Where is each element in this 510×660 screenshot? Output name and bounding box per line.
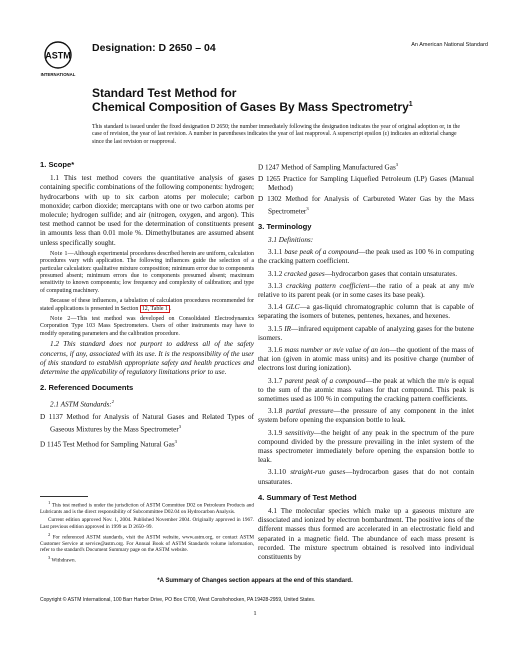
- designation: Designation: D 2650 – 04: [92, 42, 216, 54]
- footnote-1: $^1$ This test method is under the jurisdiction of ASTM Committee D02 on Petroleum Products and Lubricants and is the direct responsibility of Subcommittee D02.04 on Hydrocarbon Analysis.: [40, 500, 254, 516]
- scope-1-2: 1.2 This standard does not purport to address all of the safety concerns, if any, associated with its use. It is the responsibility of the user of this standard to establish appropriate safety and health practices and determine the applicability of regulatory limitations prior to use.: [40, 340, 254, 376]
- definitions-label: 3.1 Definitions:: [268, 236, 314, 244]
- term-3-1-5: 3.1.5 IR—infrared equipment capable of analyzing gases for the butene isomers.: [258, 324, 474, 342]
- term-3-1-10: 3.1.10 straight-run gases—hydrocarbon gases that do not contain unsaturates.: [258, 468, 475, 486]
- term-3-1-4: 3.1.4 GLC—a gas-liquid chromatographic column that is capable of separating the isomers of butenes, pentenes, hexanes, and hexenes.: [258, 303, 474, 321]
- referenced-docs-heading: 2. Referenced Documents: [40, 383, 134, 393]
- term-3-1-2: 3.1.2 cracked gases—hydrocarbon gases that contain unsaturates.: [268, 269, 458, 278]
- left-column: [40, 160, 254, 451]
- footnote-2: $^2$ For referenced ASTM standards, visit the ASTM website, www.astm.org, or contact ASTM Customer Service at service@astm.org. For Annual Book of ASTM Standards volume information, refer to the standard's Document Summary page on the ASTM website.: [40, 531, 255, 554]
- scope-heading: 1. Scope*: [40, 160, 75, 169]
- summary-of-changes-note: *A Summary of Changes section appears at the end of this standard.: [157, 578, 353, 584]
- copyright-line: Copyright © ASTM International, 100 Barr Harbor Drive, PO Box C700, West Conshohocken, PA 19428-2959, United States.: [40, 597, 316, 603]
- ref-d1247: D 1247 Method of Sampling Manufactured Gas$^3$: [258, 162, 399, 172]
- astm-logo: [40, 38, 84, 78]
- title-line-2: Chemical Composition of Gases By Mass Spectrometry$^1$: [92, 100, 413, 114]
- page-number: 1: [253, 610, 257, 617]
- publisher-line: An American National Standard: [411, 42, 488, 48]
- terminology-heading: 3. Terminology: [258, 221, 312, 231]
- footnote-3: $^3$ Withdrawn.: [48, 555, 76, 565]
- ref-d1265: D 1265 Practice for Sampling Liquefied Petroleum (LP) Gases (Manual Method): [258, 174, 474, 192]
- note-1-continued: Because of these influences, a tabulation of calculation procedures recommended for stated applications is presented in Section 12, Table 1 .: [40, 298, 254, 312]
- term-3-1-6: 3.1.6 mass number or m/e value of an ion—the quotient of the mass of that ion (given in atomic mass units) and its positive charge (number of electrons lost during ionization).: [258, 346, 474, 373]
- table-1-link[interactable]: 12, Table 1: [141, 305, 168, 312]
- footnote-rule: [40, 496, 88, 497]
- summary-4-1: 4.1 The molecular species which make up a gaseous mixture are dissociated and ionized by electron bombardment. The positive ions of the different masses thus formed are accelerated in an electrostatic field and separated in a magnetic field. The abundance of each mass present is recorded. The mixture spectrum obtained is resolved into individual constituents by: [258, 507, 474, 562]
- svg-text:ASTM: ASTM: [45, 50, 71, 61]
- issuance-note: This standard is issued under the fixed designation D 2650; the number immediately following the designation indicates the year of original adoption or, in the case of revision, the year of last revision. A number in parentheses indicates the year of last reapproval. A superscript epsilon (ε) indicates an editorial change since the last revision or reapproval.: [92, 124, 460, 145]
- note-1: Note 1—Although experimental procedures described herein are uniform, calculation procedures vary with application. The following influences guide the selection of a particular calculation: qualitative mixture composition; minimum error due to components presumed absent; minimum errors due to components presumed absent; maximum sensitivity to known components; low frequency and complexity of calibration; and type of computing machinery.: [40, 250, 255, 294]
- term-3-1-7: 3.1.7 parent peak of a compound—the peak at which the m/e is equal to the sum of the atomic mass values for that compound. This peak is sometimes used as 100 % in computing the cracking pattern coefficients.: [258, 376, 475, 404]
- right-column: [258, 160, 474, 565]
- term-3-1-1: 3.1.1 base peak of a compound—the peak used as 100 % in computing the cracking pattern coefficient.: [258, 248, 474, 266]
- term-3-1-8: 3.1.8 partial pressure—the pressure of any component in the inlet system before opening the expansion bottle to leak.: [258, 407, 474, 425]
- ref-d1302: D 1302 Method for Analysis of Carbureted Water Gas by the Mass Spectrometer$^3$: [258, 195, 474, 216]
- term-3-1-3: 3.1.3 cracking pattern coefficient—the ratio of a peak at any m/e relative to its parent peak (or in some cases its base peak).: [258, 281, 475, 300]
- title-line-1: Standard Test Method for: [92, 86, 237, 100]
- svg-text:INTERNATIONAL: INTERNATIONAL: [40, 72, 76, 77]
- scope-1-1: 1.1 This test method covers the quantitative analysis of gases containing specific combinations of the following components: hydrogen; hydrocarbons with up to six carbon atoms per molecule; carbon monoxide; carbon dioxide; mercaptans with one or two carbon atoms per molecule; hydrogen sulfide; and air (nitrogen, oxygen, and argon). This test method cannot be used for the determination of constituents present in amounts less than 0.01 mole %. Dimethylbutanes are assumed absent unless specifically sought.: [40, 174, 254, 247]
- footnotes: [40, 500, 254, 566]
- ref-d1145: D 1145 Test Method for Sampling Natural Gas$^3$: [40, 438, 177, 449]
- term-3-1-9: 3.1.9 sensitivity—the height of any peak in the spectrum of the pure compound divided by the pressure prevailing in the inlet system of the mass spectrometer immediately before opening the expansion bottle to leak.: [258, 428, 474, 465]
- footnote-1b: Current edition approved Nov. 1, 2004. Published November 2004. Originally approved in 1967. Last previous edition approved in 1999 as D 2650–99.: [40, 517, 254, 530]
- astm-standards-label: 2.1 ASTM Standards:$^2$: [50, 399, 114, 409]
- summary-heading: 4. Summary of Test Method: [258, 492, 357, 502]
- note-2: Note 2—This test method was developed on Consolidated Electrodynamics Corporation Type 103 Mass Spectrometers. Users of other instruments may have to modify operating parameters and the calibration procedure.: [40, 316, 255, 337]
- ref-d1137: D 1137 Method for Analysis of Natural Gases and Related Types of Gaseous Mixtures by the Mass Spectrometer$^3$: [40, 412, 254, 434]
